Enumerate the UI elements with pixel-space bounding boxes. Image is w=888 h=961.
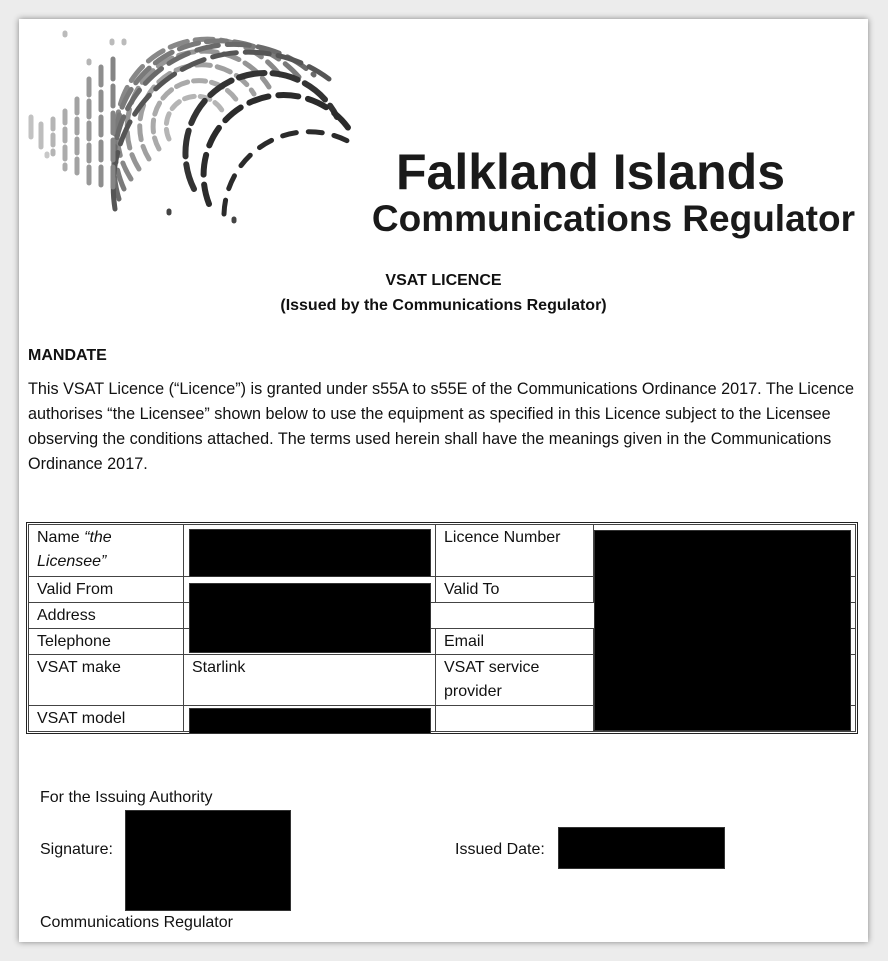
- vsat-make-label: VSAT make: [29, 655, 184, 706]
- vsat-make-value: Starlink: [184, 655, 436, 706]
- licence-number-label: Licence Number: [436, 525, 594, 577]
- valid-to-label: Valid To: [436, 577, 594, 603]
- issuing-authority-label: For the Issuing Authority: [40, 789, 213, 806]
- empty-cell: [436, 706, 594, 732]
- telephone-label: Telephone: [29, 629, 184, 655]
- document-subtitle: (Issued by the Communications Regulator): [280, 297, 607, 314]
- redaction-signature: [125, 810, 291, 911]
- document-title: VSAT LICENCE: [385, 272, 502, 289]
- mandate-text: This VSAT Licence (“Licence”) is granted under s55A to s55E of the Communications Ordinance 2017. The Licence authorises “the Licensee” shown below to use the equipment as specified in this Licence subject to the Licensee observing the conditions attached. The terms used herein shall have the meanings given in the Communications Ordinance 2017.: [28, 380, 855, 473]
- organization-name-line1: Falkland Islands: [395, 144, 785, 200]
- signature-label: Signature:: [40, 841, 113, 858]
- redaction-issued-date: [558, 827, 725, 869]
- redaction-dates-address-telephone: [189, 583, 431, 653]
- organization-name-line2: Communications Regulator: [371, 198, 855, 239]
- name-label: Name: [37, 529, 85, 546]
- redaction-licence-number-block: [594, 530, 851, 731]
- redaction-name: [189, 529, 431, 577]
- address-label: Address: [29, 603, 184, 629]
- communications-regulator-label: Communications Regulator: [40, 914, 233, 931]
- mandate-heading: MANDATE: [28, 347, 107, 364]
- issued-date-label: Issued Date:: [455, 841, 545, 858]
- document-page: [19, 19, 868, 942]
- name-label-cell: [29, 525, 184, 577]
- vsat-service-provider-label: VSAT service provider: [436, 655, 594, 706]
- name-label-italic: “the Licensee”: [37, 529, 112, 570]
- vsat-model-label: VSAT model: [29, 706, 184, 732]
- email-label: Email: [436, 629, 594, 655]
- valid-from-label: Valid From: [29, 577, 184, 603]
- mandate-paragraph: [28, 377, 856, 477]
- redaction-vsat-model: [189, 708, 431, 734]
